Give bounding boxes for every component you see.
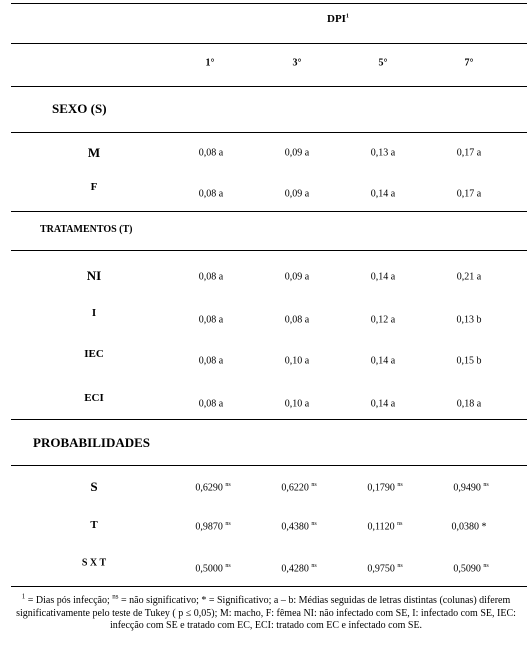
table-cell [281,522,316,533]
table-cell: 0,08 a [198,188,224,200]
table-cell [453,564,488,575]
dpi-footnote-marker: 1 [345,13,349,20]
cell-value: 0,9750 [367,563,395,575]
table-cell: 0,13 a [370,147,396,159]
ns-marker: ns [397,482,403,489]
row-label: NI [86,268,102,283]
section-title-tratamentos: TRATAMENTOS (T) [40,224,133,235]
ns-marker: ns [311,482,317,489]
footnote-ns-marker: ns [112,592,119,601]
footnote-marker: 1 [21,592,26,601]
table-cell: 0,12 a [370,314,396,326]
table-cell [281,483,316,494]
cell-value: 0,5000 [195,563,223,575]
cell-value: 0,6220 [281,482,309,494]
footnote-text-part1: = Dias pós infecção; [25,595,113,606]
ns-marker: ns [483,563,489,570]
ns-marker: ns [311,521,317,528]
table-cell [195,483,230,494]
table-cell: 0,08 a [284,314,310,326]
row-label: F [90,181,98,193]
ns-marker: ns [311,563,317,570]
table-cell: 0,14 a [370,188,396,200]
cell-value: 0,0380 * [451,521,487,533]
table-cell: 0,08 a [198,271,224,283]
table-footnote [6,592,526,633]
day-header: 5° [378,57,388,69]
table-cell [367,483,402,494]
table-bottom-rule [11,586,527,587]
day-header: 7° [464,57,474,69]
cell-value: 0,6290 [195,482,223,494]
cell-value: 0,4380 [281,521,309,533]
table-cell [195,522,230,533]
ns-marker: ns [397,521,403,528]
footnote-text-part2: = não significativo; * = Significativo; a – b: Médias seguidas de letras distintas (colunas) diferem significativamente pelo teste de Tukey ( p ≤ 0,05); M: macho, F: fêmea NI: não infectado com SE, I: infectado com SE, IEC: infecção com SE e tratado com EC, ECI: tratado com EC e infectado com SE. [16,595,516,631]
table-cell: 0,08 a [198,398,224,410]
table-cell [452,522,487,533]
cell-value: 0,1120 [367,521,395,533]
table-cell: 0,21 a [456,271,482,283]
row-label: I [91,307,97,319]
cell-value: 0,9870 [195,521,223,533]
table-cell: 0,17 a [456,147,482,159]
section-title-sexo: SEXO (S) [52,101,107,116]
row-label: T [90,519,98,531]
table-cell [195,564,230,575]
ns-marker: ns [225,563,231,570]
ns-marker: ns [397,563,403,570]
dpi-group-header [327,13,349,25]
row-label: ECI [84,392,104,404]
header-bottom-rule [11,86,527,87]
table-cell [367,564,402,575]
table-cell: 0,14 a [370,355,396,367]
tratamentos-divider-rule [11,250,527,251]
ns-marker: ns [225,482,231,489]
table-cell: 0,18 a [456,398,482,410]
table-cell: 0,13 b [456,314,482,326]
table-cell: 0,09 a [284,271,310,283]
sexo-divider-rule [11,132,527,133]
table-cell: 0,08 a [198,314,224,326]
table-cell: 0,15 b [456,355,482,367]
section-title-probabilidades: PROBABILIDADES [33,435,151,450]
dpi-label: DPI [327,13,346,25]
ns-marker: ns [483,482,489,489]
probabilidades-top-rule [11,419,527,420]
day-header: 3° [292,57,302,69]
cell-value: 0,1790 [367,482,395,494]
table-cell: 0,08 a [198,147,224,159]
table-cell: 0,10 a [284,355,310,367]
tratamentos-top-rule [11,211,527,212]
table-cell [453,483,488,494]
cell-value: 0,5090 [453,563,481,575]
table-cell: 0,17 a [456,188,482,200]
row-label: M [87,145,101,160]
day-header: 1° [205,57,215,69]
table-cell: 0,10 a [284,398,310,410]
row-label: S X T [81,557,107,569]
probabilidades-divider-rule [11,465,527,466]
table-cell: 0,14 a [370,271,396,283]
table-cell: 0,09 a [284,188,310,200]
table-cell: 0,14 a [370,398,396,410]
cell-value: 0,9490 [453,482,481,494]
table-cell: 0,09 a [284,147,310,159]
table-cell: 0,08 a [198,355,224,367]
row-label: S [90,479,98,494]
ns-marker: ns [225,521,231,528]
cell-value: 0,4280 [281,563,309,575]
table-cell [368,522,403,533]
table-top-rule [11,3,527,4]
row-label: IEC [84,348,104,360]
table-cell [281,564,316,575]
header-divider-rule [11,43,527,44]
